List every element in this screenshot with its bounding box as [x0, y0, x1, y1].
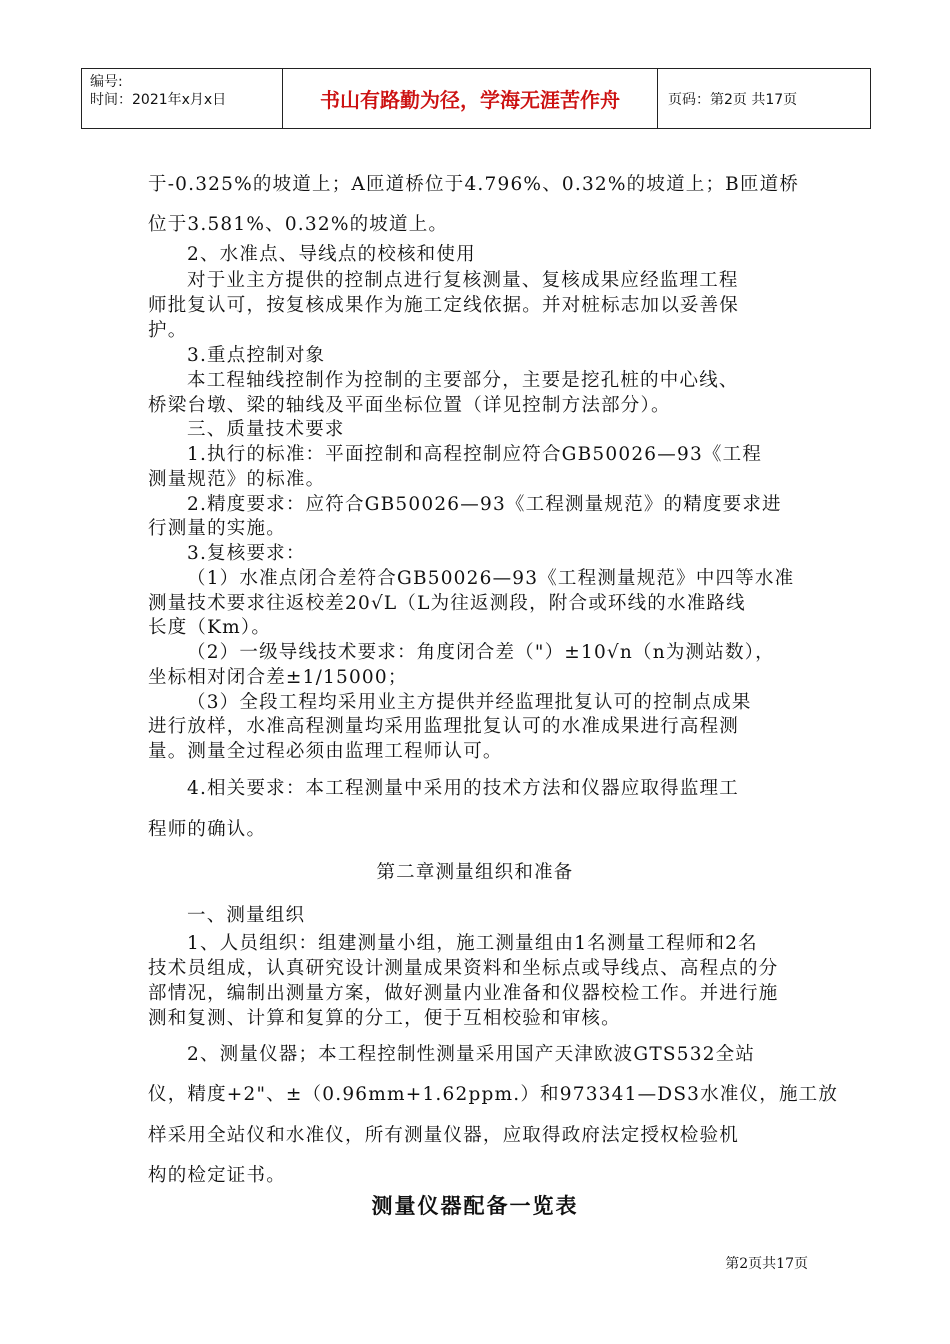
body-line: 长度（Km）。: [148, 617, 272, 638]
body-line: 桥梁台墩、梁的轴线及平面坐标位置（详见控制方法部分）。: [148, 395, 671, 416]
body-line: 1.执行的标准：平面控制和高程控制应符合GB50026—93《工程: [187, 444, 763, 465]
body-line: 行测量的实施。: [148, 518, 286, 539]
body-line: （3）全段工程均采用业主方提供并经监理批复认可的控制点成果: [187, 692, 752, 713]
body-line: 坐标相对闭合差±1/15000；: [148, 667, 408, 688]
body-line: 进行放样，水准高程测量均采用监理批复认可的水准成果进行高程测: [148, 716, 740, 737]
section-heading: 3.复核要求：: [187, 543, 306, 564]
body-line: 量。测量全过程必须由监理工程师认可。: [148, 741, 503, 762]
section-heading: 三、质量技术要求: [187, 419, 345, 440]
body-line: 护。: [148, 320, 188, 341]
body-line: 师批复认可，按复核成果作为施工定线依据。并对桩标志加以妥善保: [148, 295, 740, 316]
header-motto: 书山有路勤为径，学海无涯苦作舟: [283, 69, 658, 128]
page-footer: 第2页共17页: [725, 1256, 808, 1272]
time-label: 时间：2021年x月x日: [90, 92, 227, 108]
chapter-title: 第二章测量组织和准备: [376, 862, 574, 883]
body-line: 2.精度要求：应符合GB50026—93《工程测量规范》的精度要求进: [187, 494, 782, 515]
header-page-info: 页码：第2页 共17页: [668, 91, 798, 108]
body-line: （1）水准点闭合差符合GB50026—93《工程测量规范》中四等水准: [187, 568, 795, 589]
header-table: [81, 68, 871, 129]
section-heading: 2、水准点、导线点的校核和使用: [187, 244, 476, 265]
body-line: 测量规范》的标准。: [148, 469, 326, 490]
body-line: 位于3.581%、0.32%的坡道上。: [148, 214, 449, 235]
body-line: 4.相关要求：本工程测量中采用的技术方法和仪器应取得监理工: [187, 778, 739, 799]
body-line: 程师的确认。: [148, 819, 267, 840]
body-line: 仪，精度+2"、±（0.96mm+1.62ppm.）和973341—DS3水准仪，施工放: [148, 1084, 839, 1105]
table-title: 测量仪器配备一览表: [371, 1194, 579, 1218]
section-heading: 一、测量组织: [187, 905, 306, 926]
body-line: 构的检定证书。: [148, 1165, 286, 1186]
body-line: 样采用全站仪和水准仪，所有测量仪器，应取得政府法定授权检验机: [148, 1125, 740, 1146]
number-label: 编号:: [90, 74, 123, 90]
body-line: 部情况，编制出测量方案，做好测量内业准备和仪器校检工作。并进行施: [148, 983, 779, 1004]
body-line: 2、测量仪器；本工程控制性测量采用国产天津欧波GTS532全站: [187, 1044, 756, 1065]
body-line: 技术员组成，认真研究设计测量成果资料和坐标点或导线点、高程点的分: [148, 958, 779, 979]
header-meta: [82, 69, 283, 128]
body-line: 于-0.325%的坡道上；A匝道桥位于4.796%、0.32%的坡道上；B匝道桥: [148, 174, 800, 195]
body-line: 测量技术要求往返校差20√L（L为往返测段，附合或环线的水准路线: [148, 593, 746, 614]
body-line: 1、人员组织：组建测量小组，施工测量组由1名测量工程师和2名: [187, 933, 758, 954]
section-heading: 3.重点控制对象: [187, 345, 326, 366]
body-line: 对于业主方提供的控制点进行复核测量、复核成果应经监理工程: [187, 270, 739, 291]
body-line: 测和复测、计算和复算的分工，便于互相校验和审核。: [148, 1008, 621, 1029]
body-line: （2）一级导线技术要求：角度闭合差（"）±10√n（n为测站数），: [187, 642, 775, 663]
body-line: 本工程轴线控制作为控制的主要部分，主要是挖孔桩的中心线、: [187, 370, 739, 391]
